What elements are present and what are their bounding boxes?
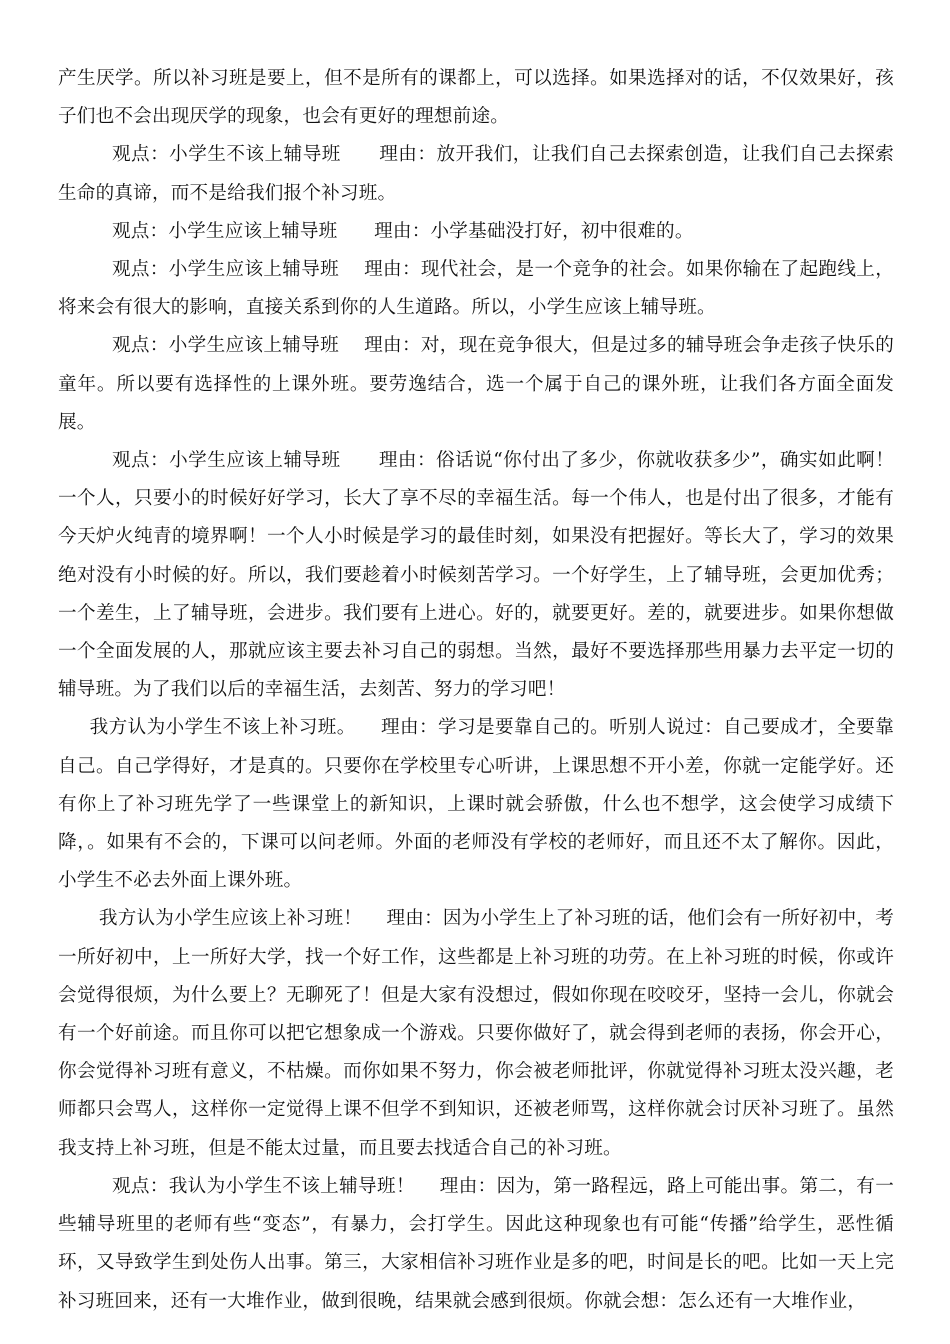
paragraph-viewpoint-1: 观点：小学生不该上辅导班 理由：放开我们，让我们自己去探索创造，让我们自己去探索生命的真谛，而不是给我们报个补习班。: [58, 144, 894, 204]
paragraph-viewpoint-3: 观点：小学生应该上辅导班 理由：现代社会，是一个竞争的社会。如果你输在了起跑线上，将来会有很大的影响，直接关系到你的人生道路。所以，小学生应该上辅导班。: [58, 259, 894, 319]
document-body: [58, 60, 894, 1321]
paragraph-viewpoint-4: 观点：小学生应该上辅导班 理由：对，现在竞争很大，但是过多的辅导班会争走孩子快乐的童年。所以要有选择性的上课外班。要劳逸结合，选一个属于自己的课外班，让我们各方面全面发展。: [58, 335, 894, 433]
paragraph-viewpoint-5: 观点：小学生应该上辅导班 理由：俗话说“你付出了多少，你就收获多少”，确实如此啊！一个人，只要小的时候好好学习，长大了享不尽的幸福生活。每一个伟人，也是付出了很多，才能有今天炉火纯青的境界啊！一个人小时候是学习的最佳时刻，如果没有把握好。等长大了，学习的效果绝对没有小时候的好。所以，我们要趁着小时候刻苦学习。一个好学生，上了辅导班，会更加优秀；一个差生，上了辅导班，会进步。我们要有上进心。好的，就要更好。差的，就要进步。如果你想做一个全面发展的人，那就应该主要去补习自己的弱想。当然，最好不要选择那些用暴力去平定一切的辅导班。为了我们以后的幸福生活，去刻苦、努力的学习吧！: [58, 450, 894, 701]
paragraph-viewpoint-6: 观点：我认为小学生不该上辅导班！ 理由：因为，第一路程远，路上可能出事。第二，有一些辅导班里的老师有些“变态”，有暴力，会打学生。因此这种现象也有可能“传播”给学生，恶性循环，又导致学生到处伤人出事。第三，大家相信补习班作业是多的吧，时间是长的吧。比如一天上完补习班回来，还有一大堆作业，做到很晚，结果就会感到很烦。你就会想：怎么还有一大堆作业，: [58, 1175, 894, 1312]
paragraph-continuation: 产生厌学。所以补习班是要上，但不是所有的课都上，可以选择。如果选择对的话，不仅效果好，孩子们也不会出现厌学的现象，也会有更好的理想前途。: [58, 68, 894, 128]
paragraph-supporter-argument: 我方认为小学生应该上补习班！ 理由：因为小学生上了补习班的话，他们会有一所好初中，考一所好初中，上一所好大学，找一个好工作，这些都是上补习班的功劳。在上补习班的时候，你或许会觉得很烦，为什么要上？无聊死了！但是大家有没想过，假如你现在咬咬牙，坚持一会儿，你就会有一个好前途。而且你可以把它想象成一个游戏。只要你做好了，就会得到老师的表扬，你会开心，你会觉得补习班有意义，不枯燥。而你如果不努力，你会被老师批评，你就觉得补习班太没兴趣，老师都只会骂人，这样你一定觉得上课不但学不到知识，还被老师骂，这样你就会讨厌补习班了。虽然我支持上补习班，但是不能太过量，而且要去找适合自己的补习班。: [58, 908, 894, 1159]
paragraph-opponent-argument: 我方认为小学生不该上补习班。 理由：学习是要靠自己的。听别人说过：自己要成才，全要靠自己。自己学得好，才是真的。只要你在学校里专心听讲，上课思想不开小差，你就一定能学好。还有你上了补习班先学了一些课堂上的新知识，上课时就会骄傲，什么也不想学，这会使学习成绩下降，。如果有不会的，下课可以问老师。外面的老师没有学校的老师好，而且还不太了解你。因此，小学生不必去外面上课外班。: [58, 717, 894, 892]
paragraph-viewpoint-2: 观点：小学生应该上辅导班 理由：小学基础没打好，初中很难的。: [111, 220, 694, 242]
